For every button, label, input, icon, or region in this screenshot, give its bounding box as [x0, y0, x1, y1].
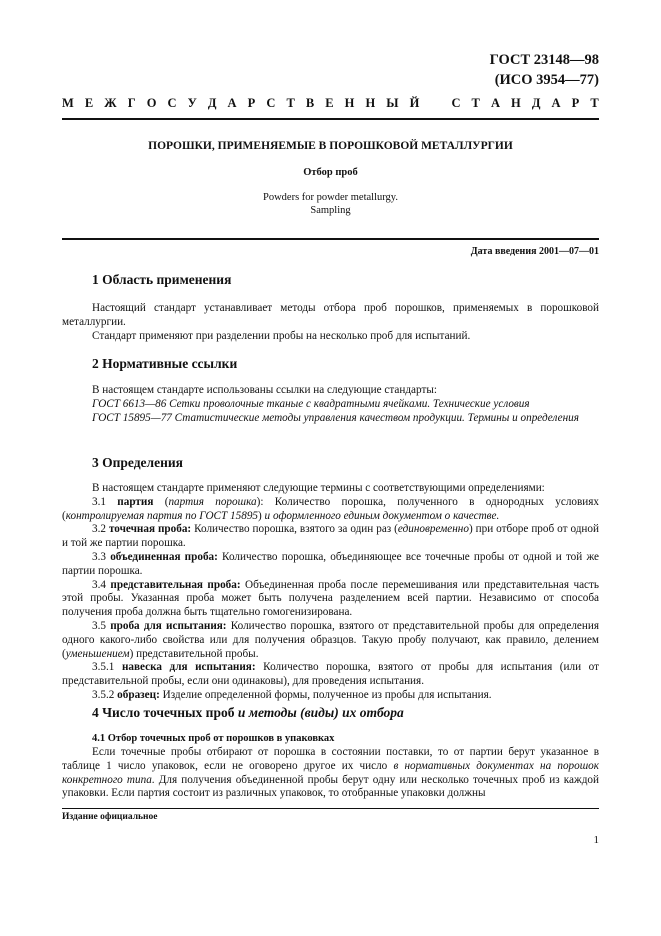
banner-letter: Д [531, 96, 541, 110]
reference-item: ГОСТ 6613—86 Сетки проволочные тканые с квадратными ячейками. Технические условия [92, 397, 530, 410]
subsection-4-1-heading: 4.1 Отбор точечных проб от порошков в упаковках [92, 733, 335, 744]
footer-divider [62, 808, 599, 809]
section-3-body [62, 482, 599, 703]
paragraph: Если точечные пробы отбирают от порошка в состоянии поставки, то от партии берут указанное в таблице 1 число упаковок, если не оговорено другое их число в нормативных документах на порошок конкретного типа. Для получения объединенной пробы берут одну или несколько точечных проб из каждой упаковки. Если партия состоит из различных упаковок, то отобранные упаковки должны [62, 746, 599, 800]
banner-letter: Р [571, 96, 580, 110]
banner-letter: Е [84, 96, 94, 110]
title-divider [62, 238, 599, 240]
banner-letter: С [451, 96, 461, 110]
banner-letter: Й [409, 96, 420, 110]
banner-letter: Н [344, 96, 355, 110]
banner-letter: Т [286, 96, 295, 110]
paragraph: В настоящем стандарте использованы ссылки на следующие стандарты: [92, 384, 437, 396]
definition-3-1: 3.1 партия (партия порошка): Количество порошка, полученного в однородных условиях (контролируемая партия по ГОСТ 15895) и оформленного единым документом о качестве. [62, 495, 600, 522]
document-subtitle: Отбор проб [303, 167, 358, 178]
section-4-body [62, 746, 599, 801]
official-edition-note: Издание официальное [62, 812, 158, 822]
section-3-heading: 3 Определения [92, 455, 183, 470]
paragraph: Настоящий стандарт устанавливает методы отбора проб порошков, применяемых в порошковой металлургии. [62, 302, 599, 328]
section-4-heading: 4 Число точечных проб и методы (виды) их отбора [92, 705, 404, 720]
banner-letter: Р [247, 96, 256, 110]
banner-letter: О [146, 96, 157, 110]
date-of-introduction: Дата введения 2001—07—01 [470, 246, 599, 257]
banner-letter: У [187, 96, 197, 110]
banner-letter: Ж [104, 96, 117, 110]
definition-3-5-2: 3.5.2 образец: Изделие определенной формы, полученное из пробы для испытания. [92, 688, 492, 701]
top-divider [62, 118, 599, 120]
paragraph: В настоящем стандарте применяют следующие термины с соответствующими определениями: [92, 482, 545, 494]
english-title-line: Sampling [310, 205, 351, 216]
banner-letter: Е [325, 96, 334, 110]
definition-3-5: 3.5 проба для испытания: Количество порошка, взятого от представительной пробы для определения одного какого-либо свойства или для получения образцов. Такую пробу получают, как правило, делением (уменьшением) представительной пробы. [62, 619, 600, 660]
banner-letter: Н [511, 96, 521, 110]
section-1-heading: 1 Область применения [92, 272, 232, 287]
banner-letter: Т [471, 96, 480, 110]
section-1-body [62, 302, 599, 343]
banner-letter: Т [590, 96, 599, 110]
banner-letter: С [167, 96, 177, 110]
section-2-body [62, 384, 599, 425]
reference-item: ГОСТ 15895—77 Статистические методы управления качеством продукции. Термины и определения [92, 411, 579, 424]
section-2-heading: 2 Нормативные ссылки [92, 356, 238, 371]
definition-3-3: 3.3 объединенная проба: Количество порошка, объединяющее все точечные пробы от одной и той же партии порошка. [62, 550, 600, 577]
banner-letter: В [305, 96, 315, 110]
english-title-line: Powders for powder metallurgy. [262, 192, 398, 203]
banner-letter: А [227, 96, 237, 110]
definition-3-2: 3.2 точечная проба: Количество порошка, взятого за один раз (единовременно) при отборе проб от одной и той же партии порошка. [62, 523, 599, 550]
banner-letter: А [551, 96, 561, 110]
interstate-standard-banner [62, 96, 599, 111]
banner-letter: Ы [386, 96, 399, 110]
gost-header [490, 50, 599, 90]
banner-letter: Г [127, 96, 136, 110]
banner-letter: Д [207, 96, 217, 110]
gost-code: ГОСТ 23148—98 [489, 52, 599, 68]
iso-code: (ИСО 3954—77) [494, 72, 599, 88]
definition-3-5-1: 3.5.1 навеска для испытания: Количество порошка, взятого от пробы для испытания (или от представительной пробы, если они одинаковы), для проведения испытания. [62, 661, 599, 688]
banner-letter: Н [365, 96, 376, 110]
definition-3-4: 3.4 представительная проба: Объединенная проба после перемешивания или представительная часть этой пробы. Указанная проба может быть получена разделением всей партии. Независимо от способа получения проба должна быть тщательно гомогенизирована. [62, 578, 599, 619]
banner-letter: С [266, 96, 276, 110]
banner-letter: М [62, 96, 74, 110]
document-title: ПОРОШКИ, ПРИМЕНЯЕМЫЕ В ПОРОШКОВОЙ МЕТАЛЛУРГИИ [148, 140, 513, 152]
banner-letter: А [490, 96, 500, 110]
page-number: 1 [593, 834, 599, 846]
english-title [62, 191, 599, 217]
paragraph: Стандарт применяют при разделении пробы на несколько проб для испытаний. [92, 329, 471, 342]
banner-gap [430, 96, 440, 111]
